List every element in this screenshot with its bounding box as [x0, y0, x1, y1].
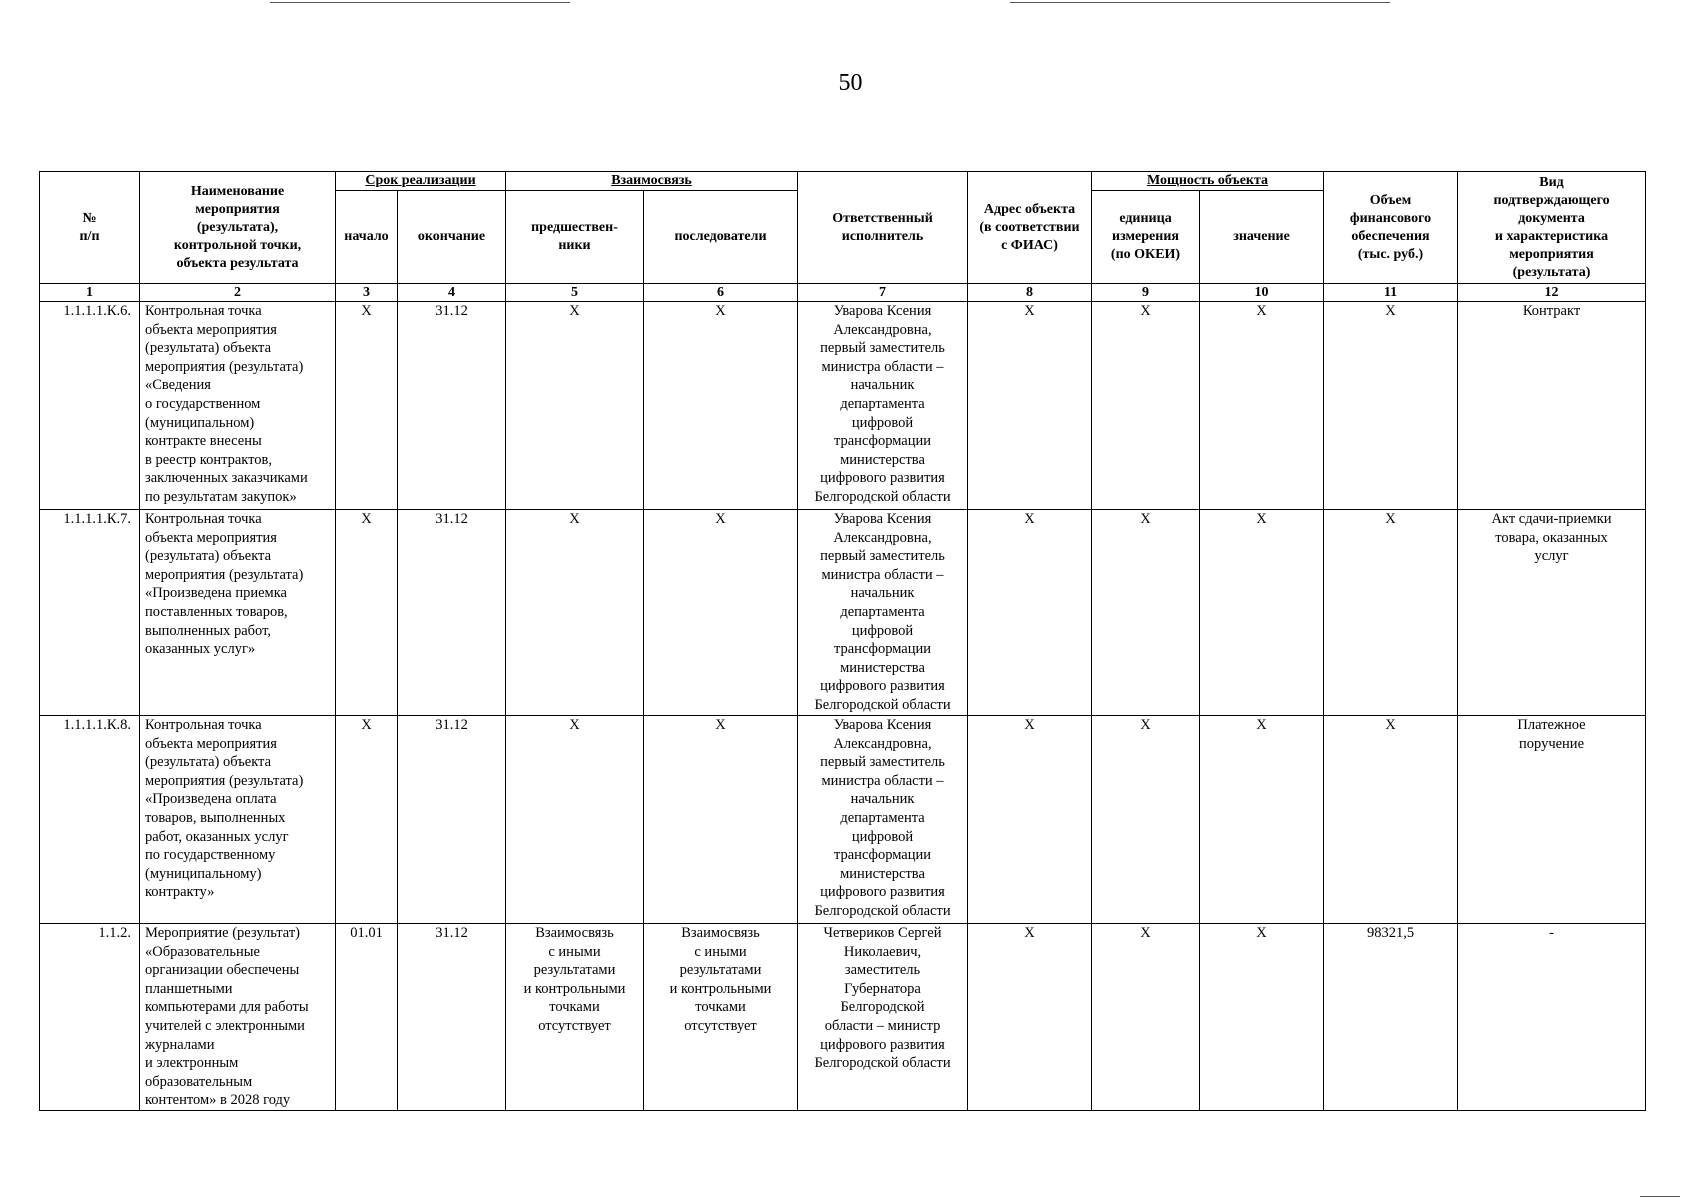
- header-doc-type: Вид подтверждающего документа и характеристика мероприятия (результата): [1458, 172, 1646, 284]
- row-address: X: [968, 302, 1092, 510]
- column-number: 10: [1200, 284, 1324, 302]
- row-unit: X: [1092, 924, 1200, 1111]
- column-number: 6: [644, 284, 798, 302]
- header-row-top: [40, 172, 1646, 191]
- row-start: X: [336, 510, 398, 716]
- scan-artifact-top-right: [1010, 2, 1390, 3]
- header-link-next: последователи: [644, 191, 798, 284]
- column-number-row: [40, 284, 1646, 302]
- column-number: 9: [1092, 284, 1200, 302]
- header-link-prev: предшествен- ники: [506, 191, 644, 284]
- row-num: 1.1.2.: [40, 924, 140, 1111]
- column-number: 1: [40, 284, 140, 302]
- header-capacity-group: Мощность объекта: [1092, 172, 1324, 191]
- column-number: 3: [336, 284, 398, 302]
- row-num: 1.1.1.1.К.7.: [40, 510, 140, 716]
- row-start: X: [336, 716, 398, 924]
- row-end: 31.12: [398, 510, 506, 716]
- row-responsible: Уварова Ксения Александровна, первый заместитель министра области – начальник департамента цифровой трансформации министерства цифрового развития Белгородской области: [798, 716, 968, 924]
- row-num: 1.1.1.1.К.6.: [40, 302, 140, 510]
- row-start: X: [336, 302, 398, 510]
- row-num: 1.1.1.1.К.8.: [40, 716, 140, 924]
- row-responsible: Уварова Ксения Александровна, первый заместитель министра области – начальник департамента цифровой трансформации министерства цифрового развития Белгородской области: [798, 510, 968, 716]
- row-doc: Контракт: [1458, 302, 1646, 510]
- scan-artifact-top-left: [270, 2, 570, 3]
- table-row: [40, 924, 1646, 1111]
- column-number: 2: [140, 284, 336, 302]
- row-name: Мероприятие (результат) «Образовательные организации обеспечены планшетными компьютерами для работы учителей с электронными журналами и электронным образовательным контентом» в 2028 году: [140, 924, 336, 1111]
- row-unit: X: [1092, 510, 1200, 716]
- header-num: № п/п: [40, 172, 140, 284]
- header-term-start: начало: [336, 191, 398, 284]
- column-number: 11: [1324, 284, 1458, 302]
- row-value: X: [1200, 302, 1324, 510]
- row-finance: X: [1324, 302, 1458, 510]
- header-link-group: Взаимосвязь: [506, 172, 798, 191]
- row-value: X: [1200, 510, 1324, 716]
- header-finance: Объем финансового обеспечения (тыс. руб.): [1324, 172, 1458, 284]
- row-next: Взаимосвязь с иными результатами и контрольными точками отсутствует: [644, 924, 798, 1111]
- row-name: Контрольная точка объекта мероприятия (результата) объекта мероприятия (результата) «Произведена приемка поставленных товаров, выполненных работ, оказанных услуг»: [140, 510, 336, 716]
- row-end: 31.12: [398, 924, 506, 1111]
- row-name: Контрольная точка объекта мероприятия (результата) объекта мероприятия (результата) «Сведения о государственном (муниципальном) контракте внесены в реестр контрактов, заключенных заказчиками по результатам закупок»: [140, 302, 336, 510]
- header-term-group: Срок реализации: [336, 172, 506, 191]
- row-address: X: [968, 924, 1092, 1111]
- header-name: Наименование мероприятия (результата), контрольной точки, объекта результата: [140, 172, 336, 284]
- header-capacity-unit: единица измерения (по ОКЕИ): [1092, 191, 1200, 284]
- row-address: X: [968, 716, 1092, 924]
- row-prev: X: [506, 716, 644, 924]
- program-table: [39, 171, 1646, 1111]
- page-number: 50: [838, 70, 863, 96]
- row-next: X: [644, 716, 798, 924]
- row-address: X: [968, 510, 1092, 716]
- scan-artifact-bottom-right: [1640, 1196, 1680, 1197]
- header-capacity-value: значение: [1200, 191, 1324, 284]
- row-finance: X: [1324, 716, 1458, 924]
- row-end: 31.12: [398, 302, 506, 510]
- row-value: X: [1200, 716, 1324, 924]
- row-finance: X: [1324, 510, 1458, 716]
- row-unit: X: [1092, 302, 1200, 510]
- column-number: 4: [398, 284, 506, 302]
- row-end: 31.12: [398, 716, 506, 924]
- row-next: X: [644, 510, 798, 716]
- row-prev: Взаимосвязь с иными результатами и контрольными точками отсутствует: [506, 924, 644, 1111]
- header-term-end: окончание: [398, 191, 506, 284]
- table-row: [40, 510, 1646, 716]
- table-row: [40, 716, 1646, 924]
- column-number: 8: [968, 284, 1092, 302]
- row-next: X: [644, 302, 798, 510]
- row-responsible: Уварова Ксения Александровна, первый заместитель министра области – начальник департамента цифровой трансформации министерства цифрового развития Белгородской области: [798, 302, 968, 510]
- row-start: 01.01: [336, 924, 398, 1111]
- column-number: 5: [506, 284, 644, 302]
- row-unit: X: [1092, 716, 1200, 924]
- row-prev: X: [506, 510, 644, 716]
- column-number: 12: [1458, 284, 1646, 302]
- row-value: X: [1200, 924, 1324, 1111]
- row-finance: 98321,5: [1324, 924, 1458, 1111]
- row-prev: X: [506, 302, 644, 510]
- row-doc: Платежное поручение: [1458, 716, 1646, 924]
- column-number: 7: [798, 284, 968, 302]
- header-responsible: Ответственный исполнитель: [798, 172, 968, 284]
- header-address: Адрес объекта (в соответствии с ФИАС): [968, 172, 1092, 284]
- row-name: Контрольная точка объекта мероприятия (результата) объекта мероприятия (результата) «Произведена оплата товаров, выполненных работ, оказанных услуг по государственному (муниципальному) контракту»: [140, 716, 336, 924]
- row-doc: -: [1458, 924, 1646, 1111]
- table-row: [40, 302, 1646, 510]
- row-doc: Акт сдачи-приемки товара, оказанных услуг: [1458, 510, 1646, 716]
- row-responsible: Четвериков Сергей Николаевич, заместитель Губернатора Белгородской области – министр цифрового развития Белгородской области: [798, 924, 968, 1111]
